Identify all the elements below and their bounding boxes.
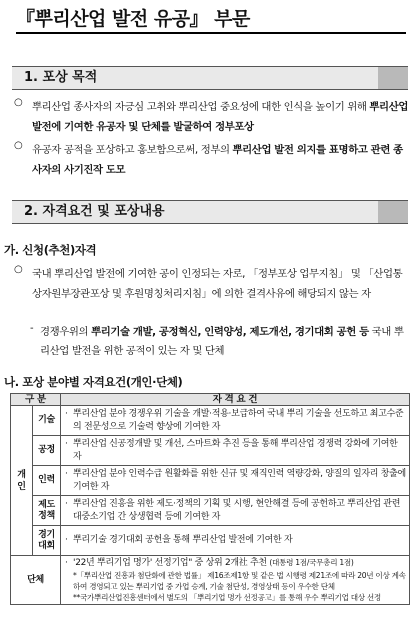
table-row <box>11 496 410 526</box>
row-name: 공정 <box>33 436 61 466</box>
group-individual: 개 인 <box>11 406 33 556</box>
row-requirement: · 뿌리산업 진흥을 위한 제도·정책의 기획 및 시행, 현안해결 등에 공헌하고 뿌리산업 관련 대중소기업 간 상생협력 등에 기여한 자 <box>61 496 410 526</box>
dash-bullet: - <box>30 323 34 334</box>
table-row <box>11 436 410 466</box>
subheading-nomination: 가. 신청(추천)자격 <box>4 243 97 257</box>
subheading-requirements: 나. 포상 분야별 자격요건(개인·단체) <box>4 375 183 389</box>
purpose-item-text: 뿌리산업 종사자의 자긍심 고취와 뿌리산업 중요성에 대한 인식을 높이기 위해 뿌리산업 발전에 기여한 유공자 및 단체를 발굴하여 정부포상 <box>32 101 408 133</box>
circle-bullet-icon: ○ <box>14 264 23 275</box>
section-heading-text: 1. 포상 목적 <box>24 70 98 85</box>
nomination-dash-text: 경쟁우위의 뿌리기술 개발, 공정혁신, 인력양성, 제도개선, 경기대회 공헌 등 국내 뿌리산업 발전을 위한 공적이 있는 자 및 단체 <box>40 326 404 357</box>
section-heading-purpose <box>12 66 408 90</box>
row-name: 경기 대회 <box>33 526 61 556</box>
org-requirement-line: · '22년 뿌리기업 명가' 선정기업" 중 상위 2개社 추천 (대통령 1점/국무총리 1점) <box>65 557 406 570</box>
purpose-item-text: 유공자 공적을 포상하고 홍보함으로써, 정부의 뿌리산업 발전 의지를 표명하고 관련 종사자의 사기진작 도모 <box>32 144 403 176</box>
requirements-table <box>10 393 410 605</box>
nomination-item <box>14 264 408 304</box>
table-row <box>11 556 410 605</box>
row-requirement: · 뿌리산업 분야 인력수급 원활화를 위한 신규 및 재직인력 역량강화, 양질의 일자리 창출에 기여한 자 <box>61 466 410 496</box>
section-heading-eligibility <box>12 200 408 224</box>
purpose-item-2 <box>14 140 408 180</box>
row-name: 인력 <box>33 466 61 496</box>
nomination-item-text: 국내 뿌리산업 발전에 기여한 공이 인정되는 자로, 「정부포상 업무지침」 및 「산업통상자원부장관포상 및 후원명칭처리지침」에 의한 결격사유에 해당되지 않는 자 <box>32 268 403 300</box>
circle-bullet-icon: ○ <box>14 140 23 151</box>
table-row <box>11 526 410 556</box>
group-organization: 단체 <box>11 556 61 605</box>
circle-bullet-icon: ○ <box>14 97 23 108</box>
page-title: 『뿌리산업 발전 유공』 부문 <box>16 4 406 34</box>
purpose-item-1 <box>14 97 408 137</box>
table-header-requirements: 자 격 요 건 <box>61 394 410 406</box>
nomination-dash-item <box>30 323 410 361</box>
section-heading-text: 2. 자격요건 및 포상내용 <box>24 204 165 219</box>
row-requirement: · 뿌리산업 분야 경쟁우위 기술을 개발·적용·보급하여 국내 뿌리 기술을 선도하고 최고수준의 전문성으로 기술력 향상에 기여한 자 <box>61 406 410 436</box>
org-footnote-2: **국가뿌리산업진흥센터에서 별도의 「뿌리기업 명가 선정공고」를 통해 우수 뿌리기업 대상 선정 <box>73 593 381 602</box>
table-row <box>11 406 410 436</box>
org-footnote-1: *「뿌리산업 진흥과 첨단화에 관한 법률」 제16조제1항 및 같은 법 시행령 제21조에 따라 20년 이상 계속하여 경영되고 있는 뿌리기업 중 가업 승계, 기술 첨단성, 경영상태 등이 우수한 단체 <box>73 571 406 591</box>
row-name: 기술 <box>33 406 61 436</box>
table-header-group: 구 분 <box>11 394 61 406</box>
row-requirement: · 뿌리기술 경기대회 공헌을 통해 뿌리산업 발전에 기여한 자 <box>61 526 410 556</box>
row-requirement <box>61 556 410 605</box>
row-name: 제도 정책 <box>33 496 61 526</box>
table-row <box>11 466 410 496</box>
row-requirement: · 뿌리산업 신공정개발 및 개선, 스마트화 추진 등을 통해 뿌리산업 경쟁력 강화에 기여한 자 <box>61 436 410 466</box>
